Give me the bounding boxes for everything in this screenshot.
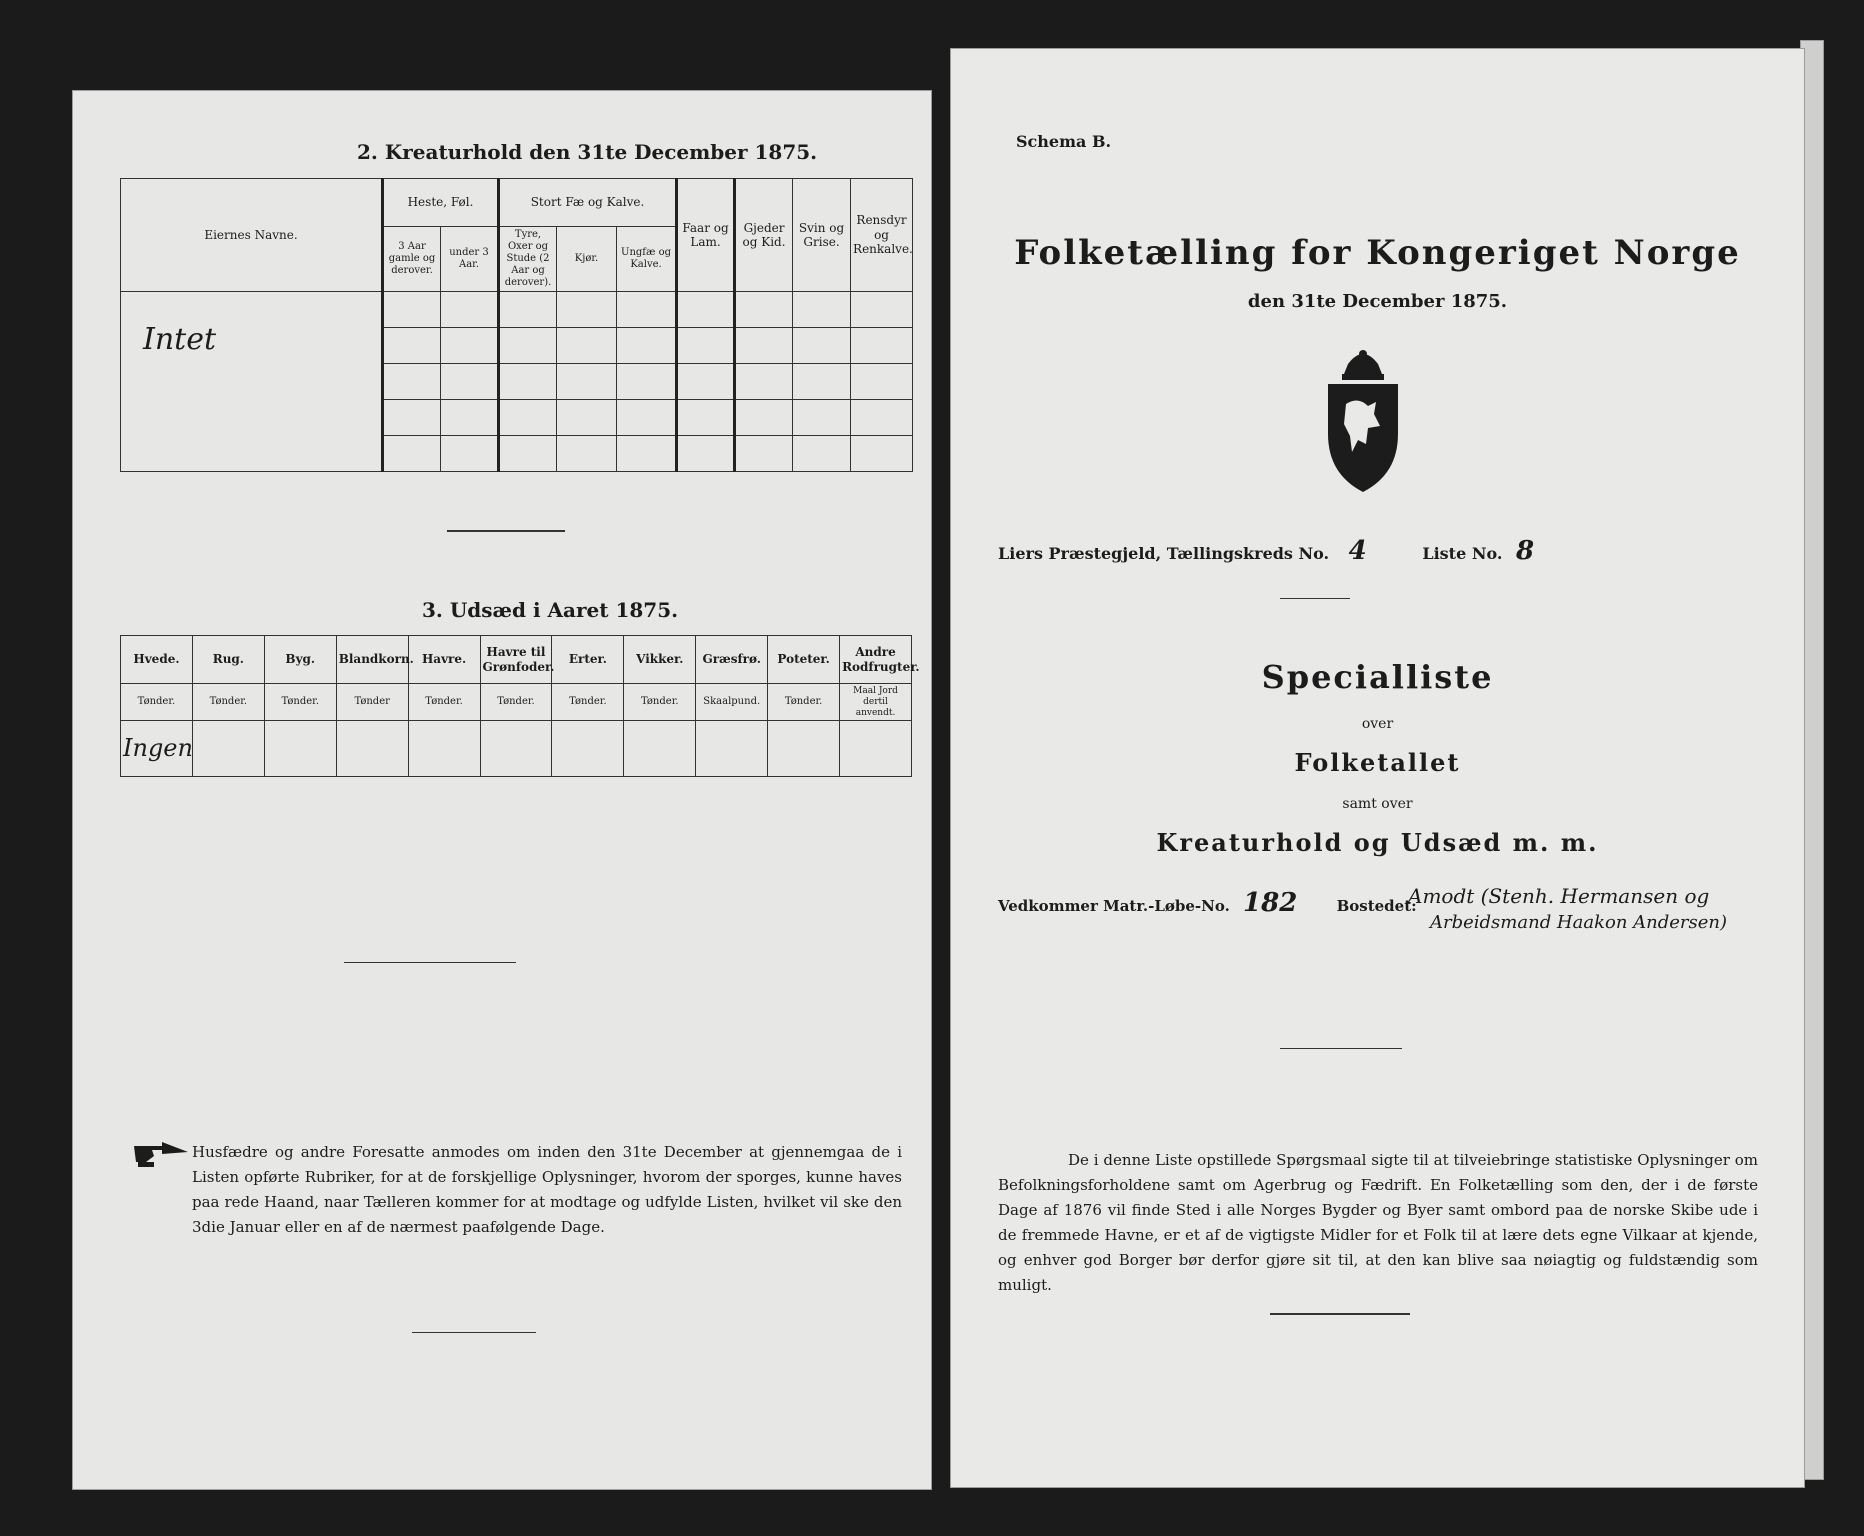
seed-unit: Tønder. <box>264 684 336 721</box>
seed-header: Hvede. <box>121 636 193 684</box>
seed-entry: Ingen <box>123 734 193 763</box>
seed-unit: Tønder <box>336 684 408 721</box>
pointing-hand-icon <box>132 1140 192 1170</box>
list-label: Liste No. <box>1422 544 1503 563</box>
right-page <box>950 48 1805 1488</box>
bosted-label: Bostedet: <box>1336 897 1417 915</box>
seed-header: Blandkorn. <box>336 636 408 684</box>
section-2-title: 2. Kreaturhold den 31te December 1875. <box>357 140 818 164</box>
goats-header: Gjeder og Kid. <box>735 179 793 292</box>
schema-label: Schema B. <box>1016 132 1112 151</box>
folketallet-label: Folketallet <box>1294 748 1461 777</box>
seed-entry-cell <box>121 721 193 777</box>
date-line: den 31te December 1875. <box>1247 291 1508 312</box>
seed-unit: Maal Jord dertil anvendt. <box>840 684 912 721</box>
horses-header: Heste, Føl. <box>383 179 499 227</box>
specialliste-title: Specialliste <box>1261 658 1494 696</box>
norway-coat-of-arms-icon <box>1318 344 1408 494</box>
bosted-line-1: Amodt (Stenh. Hermansen og <box>1408 884 1710 908</box>
livestock-entry: Intet <box>143 322 217 357</box>
divider <box>1280 598 1350 599</box>
seed-header: Byg. <box>264 636 336 684</box>
seed-header: Græsfrø. <box>696 636 768 684</box>
cattle-header: Stort Fæ og Kalve. <box>499 179 677 227</box>
seed-header: Erter. <box>552 636 624 684</box>
seed-header: Poteter. <box>768 636 840 684</box>
bosted-line-2: Arbeidsmand Haakon Andersen) <box>1430 912 1728 933</box>
seed-unit: Tønder. <box>624 684 696 721</box>
samt-over-label: samt over <box>1342 796 1413 812</box>
table-row <box>121 721 912 777</box>
cattle-bulls-header: Tyre, Oxer og Stude (2 Aar og derover). <box>499 227 557 292</box>
seed-unit: Tønder. <box>121 684 193 721</box>
parish-label: Liers Præstegjeld, Tællingskreds No. <box>998 544 1330 563</box>
parish-district-line <box>998 536 1534 566</box>
district-number: 4 <box>1348 536 1367 566</box>
divider <box>1280 1048 1402 1049</box>
seed-unit: Skaalpund. <box>696 684 768 721</box>
seed-unit: Tønder. <box>552 684 624 721</box>
seed-unit: Tønder. <box>768 684 840 721</box>
divider <box>412 1332 536 1333</box>
seed-header: Rug. <box>192 636 264 684</box>
kreaturhold-label: Kreaturhold og Udsæd m. m. <box>1156 828 1599 857</box>
seed-header: Andre Rodfrugter. <box>840 636 912 684</box>
horses-under3-header: under 3 Aar. <box>441 227 499 292</box>
seed-header: Havre til Grønfoder. <box>480 636 552 684</box>
matr-line <box>998 888 1417 918</box>
divider <box>447 530 565 532</box>
seed-unit: Tønder. <box>408 684 480 721</box>
matr-number: 182 <box>1243 888 1298 918</box>
cattle-young-header: Ungfæ og Kalve. <box>617 227 677 292</box>
horses-3plus-header: 3 Aar gamle og derover. <box>383 227 441 292</box>
seed-unit: Tønder. <box>480 684 552 721</box>
reindeer-header: Rensdyr og Renkalve. <box>851 179 913 292</box>
seed-header: Vikker. <box>624 636 696 684</box>
main-title: Folketælling for Kongeriget Norge <box>1014 233 1741 273</box>
cattle-cows-header: Kjør. <box>557 227 617 292</box>
owner-header: Eiernes Navne. <box>121 179 383 292</box>
intro-paragraph: De i denne Liste opstillede Spørgsmaal sigte til at tilveiebringe statistiske Oplysninger om Befolkningsforholdene samt om Agerbrug og Fædrift. En Folketælling som den, der i de første Dage af 1876 vil finde Sted i alle Norges Bygder og Byer samt ombord paa de norske Skibe ude i de fremmede Havne, er et af de vigtigste Midler for et Folk til at lære dets egne Vilkaar at kjende, og enhver god Borger bør derfor gjøre sit til, at den kan blive saa nøiagtig og fuldstændig som muligt. <box>998 1151 1758 1294</box>
pigs-header: Svin og Grise. <box>793 179 851 292</box>
notice-text: Husfædre og andre Foresatte anmodes om inden den 31te December at gjennemgaa de i Listen opførte Rubriker, for at de forskjellige Oplysninger, hvorom der sporges, kunne haves paa rede Haand, naar Tælleren kommer for at modtage og udfylde Listen, hvilket vil ske den 3die Januar eller en af de nærmest paafølgende Dage. <box>192 1143 902 1236</box>
left-page <box>72 90 932 1490</box>
livestock-entry-cell <box>121 292 383 472</box>
livestock-table <box>120 178 913 472</box>
section-3-title: 3. Udsæd i Aaret 1875. <box>422 598 679 622</box>
table-row <box>121 292 913 328</box>
list-number: 8 <box>1515 536 1535 566</box>
divider <box>1270 1313 1410 1315</box>
divider <box>344 962 516 963</box>
sheep-header: Faar og Lam. <box>677 179 735 292</box>
seed-table <box>120 635 920 777</box>
seed-unit: Tønder. <box>192 684 264 721</box>
seed-header: Havre. <box>408 636 480 684</box>
over-label: over <box>1361 716 1394 732</box>
matr-label: Vedkommer Matr.-Løbe-No. <box>998 897 1230 915</box>
